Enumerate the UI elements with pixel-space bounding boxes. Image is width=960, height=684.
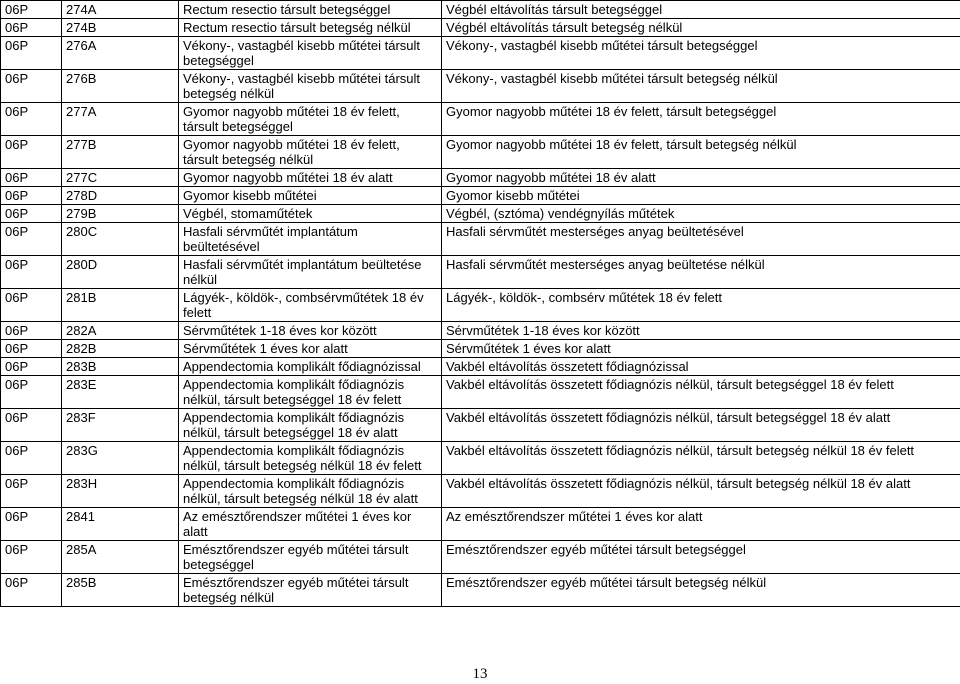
table-row (1, 37, 960, 70)
table-row (1, 541, 960, 574)
table-row (1, 289, 960, 322)
drg-description-cell: Emésztőrendszer egyéb műtétei társult betegség nélkül (442, 574, 960, 607)
page-number: 13 (472, 666, 488, 682)
drg-code-cell: 285B (62, 574, 179, 607)
drg-code-cell: 277C (62, 169, 179, 187)
drg-name-cell: Rectum resectio társult betegséggel (179, 1, 442, 19)
table-row (1, 1, 960, 19)
drg-code-cell: 277A (62, 103, 179, 136)
chapter-code-cell: 06P (1, 574, 62, 607)
chapter-code-cell: 06P (1, 376, 62, 409)
drg-name-cell: Gyomor nagyobb műtétei 18 év alatt (179, 169, 442, 187)
drg-name-cell: Emésztőrendszer egyéb műtétei társult betegség nélkül (179, 574, 442, 607)
chapter-code-cell: 06P (1, 205, 62, 223)
chapter-code-cell: 06P (1, 136, 62, 169)
drg-code-cell: 282B (62, 340, 179, 358)
drg-name-cell: Appendectomia komplikált fődiagnózis nélkül, társult betegséggel 18 év alatt (179, 409, 442, 442)
drg-code-cell: 2841 (62, 508, 179, 541)
chapter-code-cell: 06P (1, 187, 62, 205)
table-row (1, 574, 960, 607)
chapter-code-cell: 06P (1, 508, 62, 541)
drg-code-cell: 276A (62, 37, 179, 70)
drg-description-cell: Lágyék-, köldök-, combsérv műtétek 18 év felett (442, 289, 960, 322)
table-row (1, 376, 960, 409)
drg-name-cell: Emésztőrendszer egyéb műtétei társult betegséggel (179, 541, 442, 574)
table-row (1, 205, 960, 223)
chapter-code-cell: 06P (1, 358, 62, 376)
drg-name-cell: Hasfali sérvműtét implantátum beültetésével (179, 223, 442, 256)
drg-name-cell: Rectum resectio társult betegség nélkül (179, 19, 442, 37)
drg-name-cell: Sérvműtétek 1-18 éves kor között (179, 322, 442, 340)
table-row (1, 475, 960, 508)
chapter-code-cell: 06P (1, 340, 62, 358)
drg-name-cell: Lágyék-, köldök-, combsérvműtétek 18 év felett (179, 289, 442, 322)
drg-name-cell: Az emésztőrendszer műtétei 1 éves kor alatt (179, 508, 442, 541)
drg-description-cell: Vékony-, vastagbél kisebb műtétei társult betegséggel (442, 37, 960, 70)
drg-description-cell: Az emésztőrendszer műtétei 1 éves kor alatt (442, 508, 960, 541)
table-row (1, 340, 960, 358)
drg-name-cell: Appendectomia komplikált fődiagnózis nélkül, társult betegség nélkül 18 év felett (179, 442, 442, 475)
drg-code-cell: 283G (62, 442, 179, 475)
chapter-code-cell: 06P (1, 103, 62, 136)
chapter-code-cell: 06P (1, 442, 62, 475)
drg-code-cell: 279B (62, 205, 179, 223)
chapter-code-cell: 06P (1, 70, 62, 103)
table-row (1, 223, 960, 256)
drg-code-cell: 281B (62, 289, 179, 322)
table-row (1, 169, 960, 187)
drg-code-cell: 278D (62, 187, 179, 205)
drg-name-cell: Vékony-, vastagbél kisebb műtétei társult betegség nélkül (179, 70, 442, 103)
drg-description-cell: Vékony-, vastagbél kisebb műtétei társult betegség nélkül (442, 70, 960, 103)
drg-code-cell: 280C (62, 223, 179, 256)
chapter-code-cell: 06P (1, 223, 62, 256)
drg-description-cell: Gyomor nagyobb műtétei 18 év alatt (442, 169, 960, 187)
drg-description-cell: Végbél eltávolítás társult betegség nélkül (442, 19, 960, 37)
table-row (1, 103, 960, 136)
chapter-code-cell: 06P (1, 37, 62, 70)
table-row (1, 70, 960, 103)
drg-description-cell: Vakbél eltávolítás összetett fődiagnózissal (442, 358, 960, 376)
drg-code-cell: 283E (62, 376, 179, 409)
drg-name-cell: Sérvműtétek 1 éves kor alatt (179, 340, 442, 358)
chapter-code-cell: 06P (1, 541, 62, 574)
chapter-code-cell: 06P (1, 289, 62, 322)
drg-description-cell: Gyomor nagyobb műtétei 18 év felett, társult betegséggel (442, 103, 960, 136)
drg-name-cell: Appendectomia komplikált fődiagnózissal (179, 358, 442, 376)
table-row (1, 19, 960, 37)
drg-code-cell: 285A (62, 541, 179, 574)
table-body (1, 1, 960, 607)
drg-name-cell: Gyomor kisebb műtétei (179, 187, 442, 205)
drg-name-cell: Végbél, stomaműtétek (179, 205, 442, 223)
chapter-code-cell: 06P (1, 322, 62, 340)
drg-description-cell: Gyomor kisebb műtétei (442, 187, 960, 205)
drg-code-cell: 283H (62, 475, 179, 508)
drg-description-cell: Végbél eltávolítás társult betegséggel (442, 1, 960, 19)
chapter-code-cell: 06P (1, 19, 62, 37)
drg-description-cell: Hasfali sérvműtét mesterséges anyag beültetése nélkül (442, 256, 960, 289)
drg-code-cell: 283B (62, 358, 179, 376)
table-row (1, 136, 960, 169)
drg-description-cell: Vakbél eltávolítás összetett fődiagnózis nélkül, társult betegséggel 18 év felett (442, 376, 960, 409)
drg-name-cell: Vékony-, vastagbél kisebb műtétei társult betegséggel (179, 37, 442, 70)
drg-name-cell: Appendectomia komplikált fődiagnózis nélkül, társult betegséggel 18 év felett (179, 376, 442, 409)
drg-description-cell: Emésztőrendszer egyéb műtétei társult betegséggel (442, 541, 960, 574)
table-row (1, 442, 960, 475)
drg-description-cell: Gyomor nagyobb műtétei 18 év felett, társult betegség nélkül (442, 136, 960, 169)
chapter-code-cell: 06P (1, 169, 62, 187)
chapter-code-cell: 06P (1, 256, 62, 289)
drg-description-cell: Hasfali sérvműtét mesterséges anyag beültetésével (442, 223, 960, 256)
table-row (1, 358, 960, 376)
drg-description-cell: Sérvműtétek 1-18 éves kor között (442, 322, 960, 340)
drg-code-cell: 276B (62, 70, 179, 103)
table-row (1, 409, 960, 442)
drg-code-cell: 283F (62, 409, 179, 442)
drg-description-cell: Vakbél eltávolítás összetett fődiagnózis nélkül, társult betegséggel 18 év alatt (442, 409, 960, 442)
drg-description-cell: Vakbél eltávolítás összetett fődiagnózis nélkül, társult betegség nélkül 18 év felett (442, 442, 960, 475)
drg-name-cell: Gyomor nagyobb műtétei 18 év felett, társult betegséggel (179, 103, 442, 136)
table-row (1, 322, 960, 340)
drg-code-cell: 277B (62, 136, 179, 169)
drg-description-cell: Sérvműtétek 1 éves kor alatt (442, 340, 960, 358)
drg-name-cell: Appendectomia komplikált fődiagnózis nélkül, társult betegség nélkül 18 év alatt (179, 475, 442, 508)
chapter-code-cell: 06P (1, 409, 62, 442)
table-row (1, 508, 960, 541)
table-row (1, 187, 960, 205)
drg-code-cell: 282A (62, 322, 179, 340)
chapter-code-cell: 06P (1, 1, 62, 19)
drg-description-cell: Vakbél eltávolítás összetett fődiagnózis nélkül, társult betegség nélkül 18 év alatt (442, 475, 960, 508)
drg-code-cell: 274A (62, 1, 179, 19)
drg-name-cell: Hasfali sérvműtét implantátum beültetése nélkül (179, 256, 442, 289)
table-row (1, 256, 960, 289)
drg-name-cell: Gyomor nagyobb műtétei 18 év felett, társult betegség nélkül (179, 136, 442, 169)
drg-code-cell: 274B (62, 19, 179, 37)
drg-code-cell: 280D (62, 256, 179, 289)
drg-description-cell: Végbél, (sztóma) vendégnyílás műtétek (442, 205, 960, 223)
chapter-code-cell: 06P (1, 475, 62, 508)
